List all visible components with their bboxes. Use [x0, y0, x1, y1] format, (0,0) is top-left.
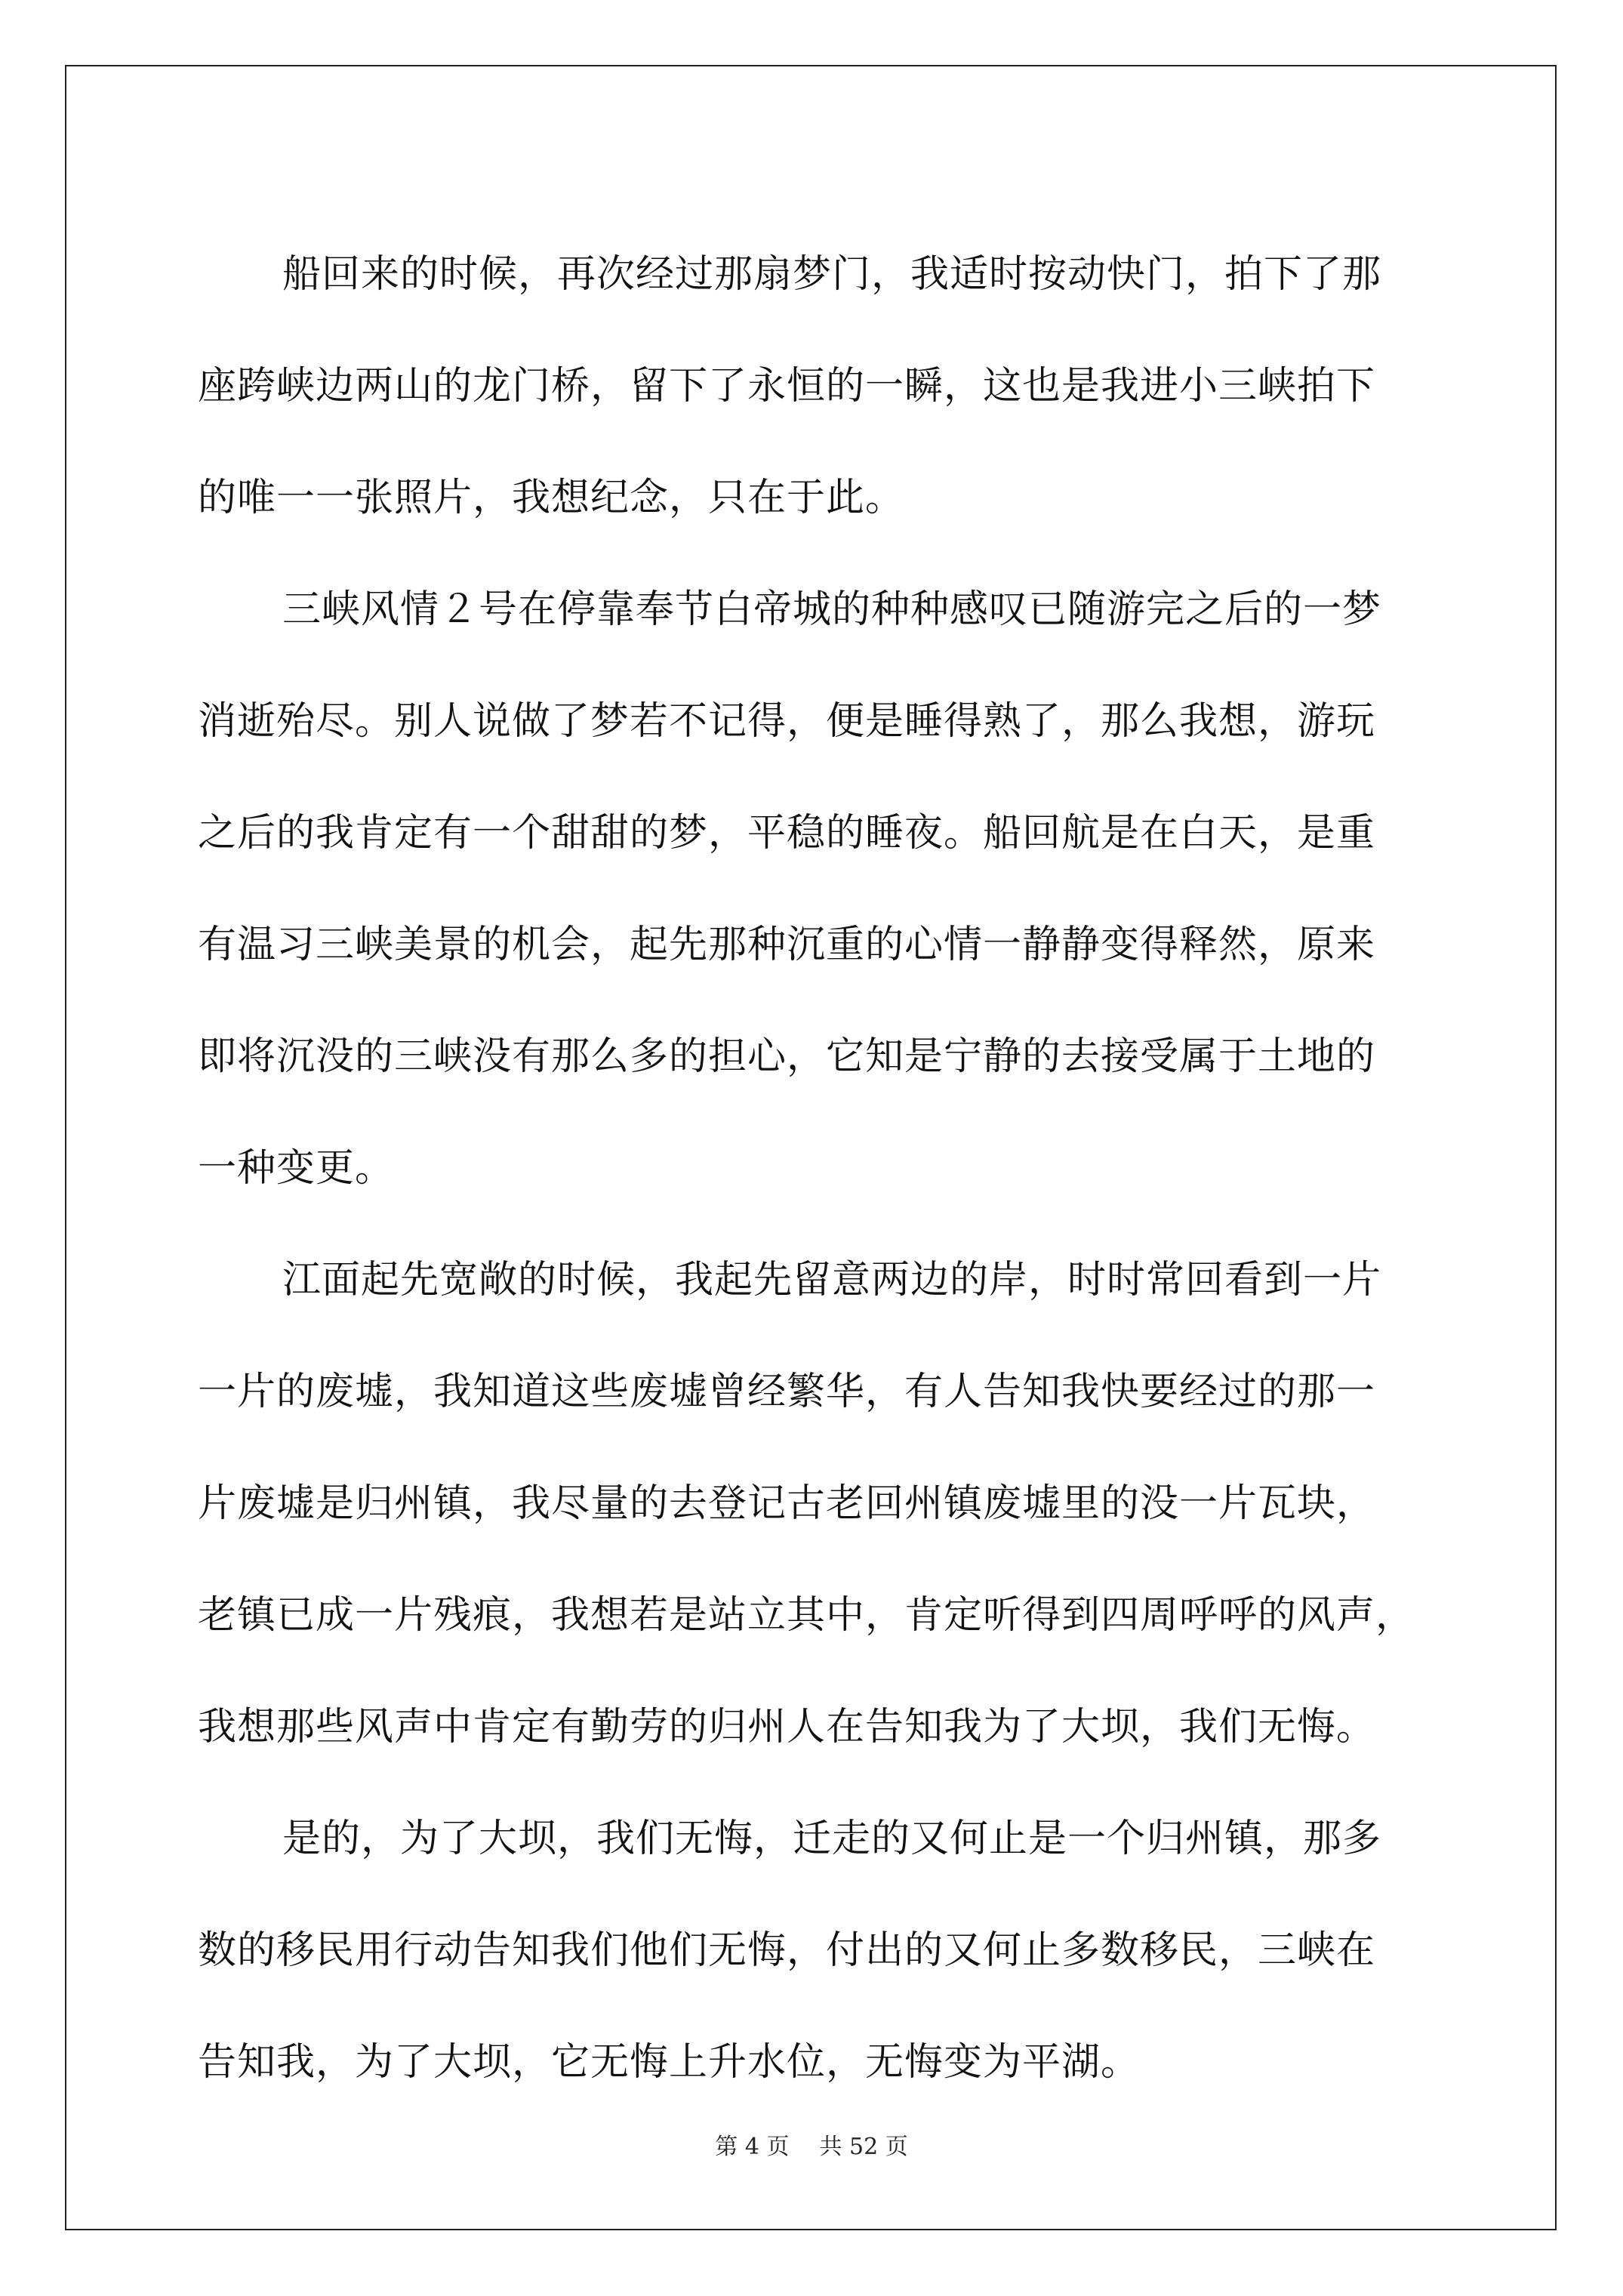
page-footer	[0, 2128, 1623, 2161]
paragraph-line: 消逝殆尽。别人说做了梦若不记得，便是睡得熟了，那么我想，游玩	[198, 699, 1376, 744]
paragraph-line: 一片的废墟，我知道这些废墟曾经繁华，有人告知我快要经过的那一	[198, 1370, 1376, 1414]
paragraph-line: 之后的我肯定有一个甜甜的梦，平稳的睡夜。船回航是在白天，是重	[198, 811, 1376, 855]
paragraph-line: 是的，为了大坝，我们无悔，迁走的又何止是一个归州镇，那多	[282, 1817, 1382, 1861]
paragraph-line: 江面起先宽敞的时候，我起先留意两边的岸，时时常回看到一片	[282, 1258, 1382, 1302]
paragraph-line: 座跨峡边两山的龙门桥，留下了永恒的一瞬，这也是我进小三峡拍下	[198, 364, 1376, 408]
paragraph-line: 的唯一一张照片，我想纪念，只在于此。	[198, 476, 905, 520]
paragraph-line: 老镇已成一片残痕，我想若是站立其中，肯定听得到四周呼呼的风声，	[198, 1593, 1415, 1638]
page-total: 共 52 页	[819, 2134, 908, 2160]
paragraph-2	[198, 554, 1458, 1225]
paragraph-line: 片废墟是归州镇，我尽量的去登记古老回州镇废墟里的没一片瓦块，	[198, 1481, 1376, 1526]
paragraph-line: 三峡风情２号在停靠奉节白帝城的种种感叹已随游完之后的一梦	[282, 587, 1382, 632]
paragraph-line: 数的移民用行动告知我们他们无悔，付出的又何止多数移民，三峡在	[198, 1928, 1376, 1973]
paragraph-line: 有温习三峡美景的机会，起先那种沉重的心情一静静变得释然，原来	[198, 923, 1376, 967]
paragraph-line: 我想那些风声中肯定有勤劳的归州人在告知我为了大坝，我们无悔。	[198, 1705, 1376, 1749]
document-body	[198, 219, 1458, 2119]
paragraph-4	[198, 1783, 1458, 2119]
paragraph-line: 告知我，为了大坝，它无悔上升水位，无悔变为平湖。	[198, 2040, 1141, 2085]
paragraph-line: 船回来的时候，再次经过那扇梦门，我适时按动快门，拍下了那	[282, 252, 1382, 297]
paragraph-line: 即将沉没的三峡没有那么多的担心，它知是宁静的去接受属于土地的	[198, 1034, 1376, 1079]
page-number: 第 4 页	[715, 2134, 790, 2160]
paragraph-3	[198, 1225, 1458, 1783]
paragraph-line: 一种变更。	[198, 1146, 395, 1191]
paragraph-1	[198, 219, 1458, 554]
